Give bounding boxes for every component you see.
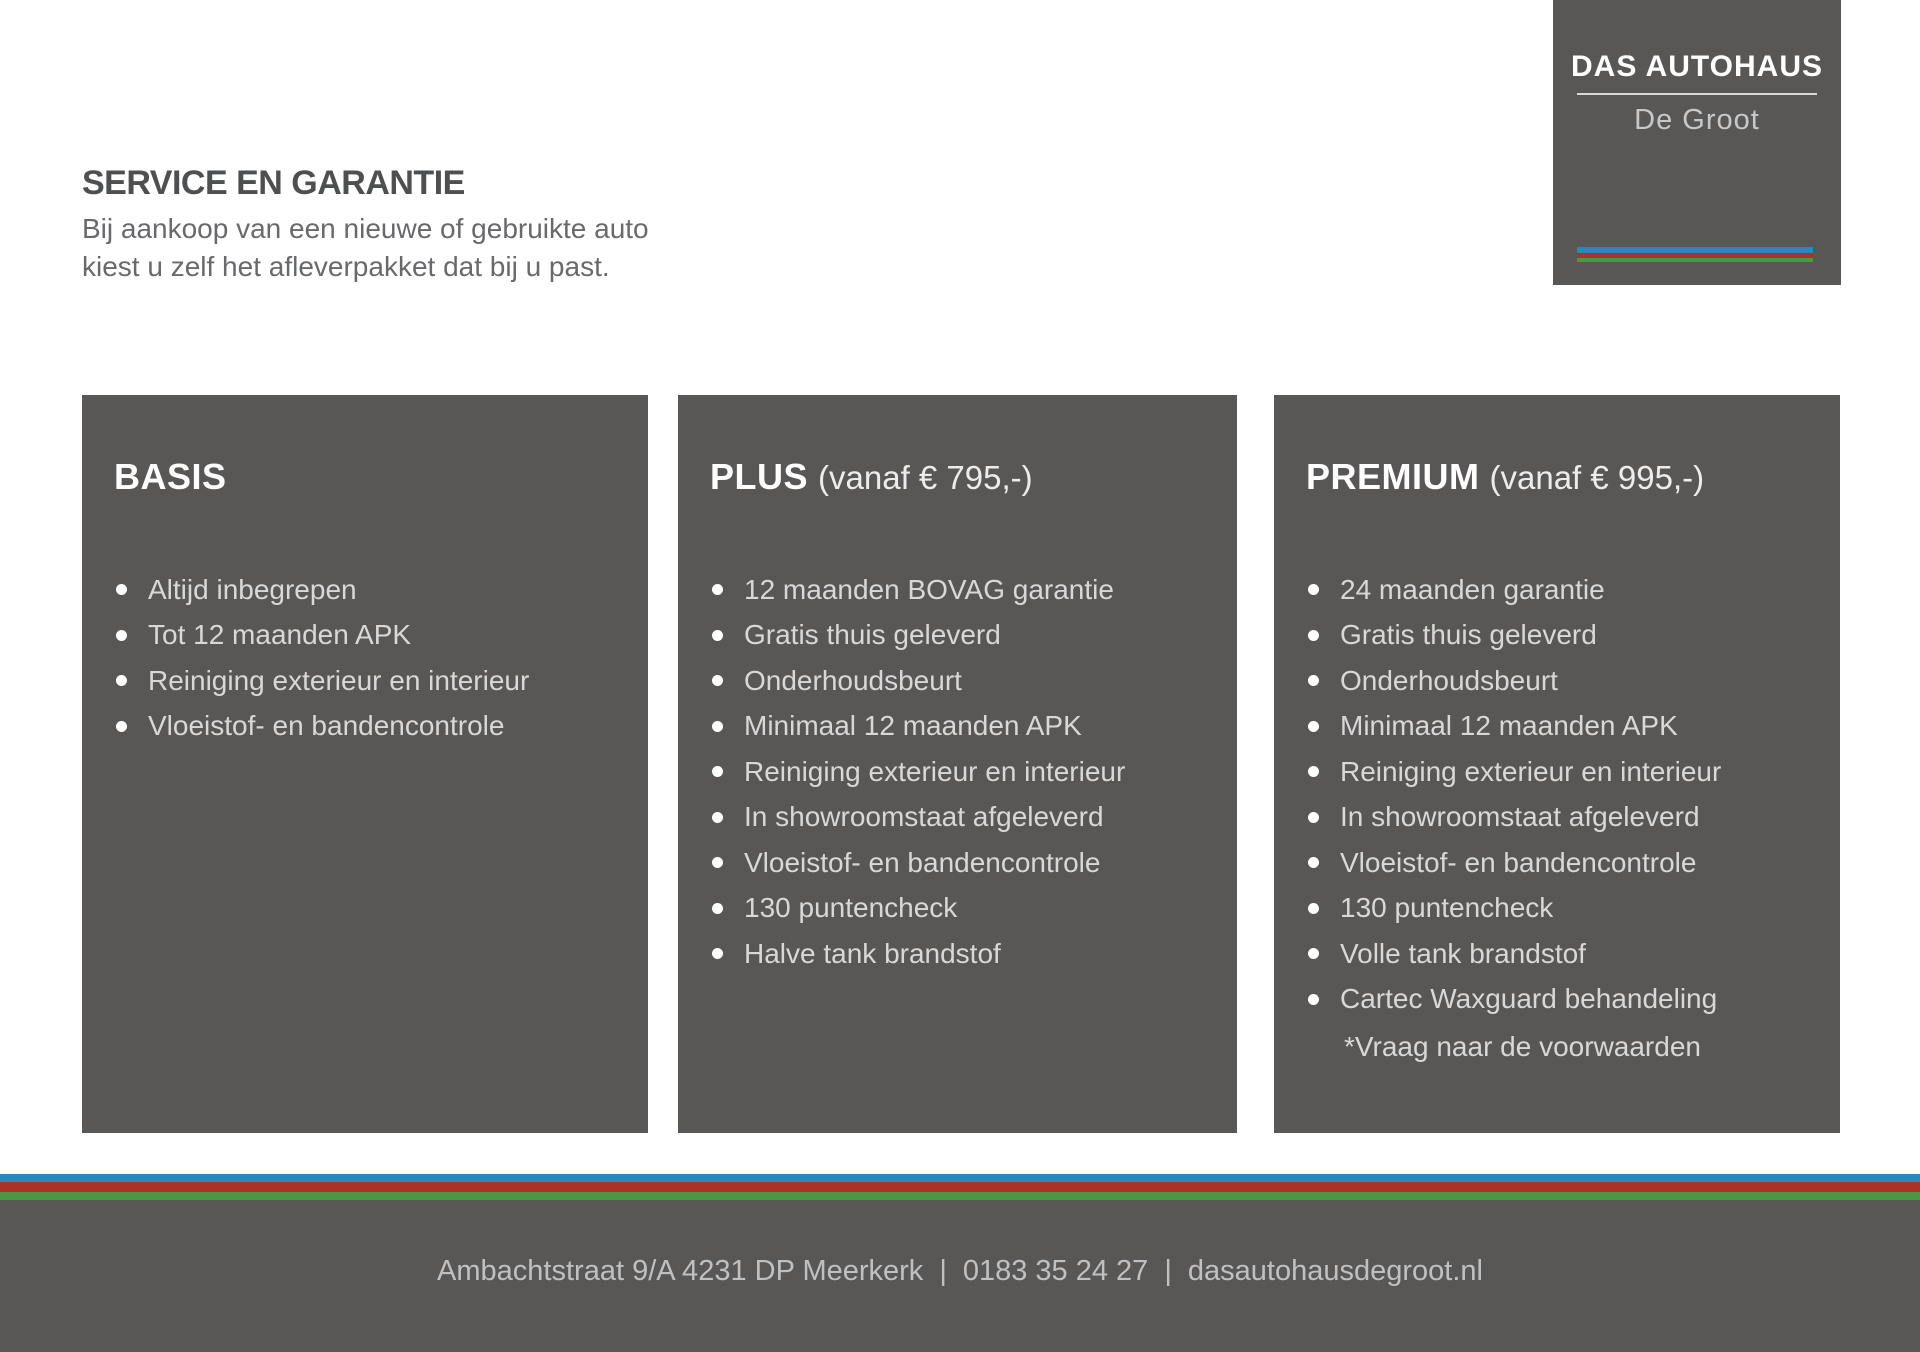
- list-item: [1308, 613, 1826, 659]
- list-item: [1308, 886, 1826, 932]
- list-item-label: Reiniging exterieur en interieur: [1340, 755, 1722, 787]
- list-item: [1308, 658, 1826, 704]
- bullet-icon: [712, 766, 723, 777]
- list-item-label: Minimaal 12 maanden APK: [1340, 710, 1678, 742]
- brand-name: DAS AUTOHAUS: [1570, 50, 1823, 83]
- list-item-label: Reiniging exterieur en interieur: [148, 664, 530, 696]
- list-item: [712, 567, 1223, 613]
- package-price: (vanaf € 795,-): [818, 459, 1033, 496]
- list-item: [1308, 704, 1826, 750]
- list-item-label: Cartec Waxguard behandeling: [1340, 983, 1718, 1015]
- bullet-icon: [116, 721, 127, 732]
- list-item: [1308, 567, 1826, 613]
- list-item: [712, 658, 1223, 704]
- bullet-icon: [1308, 903, 1319, 914]
- list-item-label: Onderhoudsbeurt: [744, 664, 962, 696]
- list-item-label: Gratis thuis geleverd: [1340, 619, 1597, 651]
- bullet-icon: [1308, 675, 1319, 686]
- bullet-icon: [712, 857, 723, 868]
- bullet-icon: [712, 721, 723, 732]
- package-feature-list: [1308, 567, 1826, 1022]
- brand-stripe-green-icon: [1577, 258, 1813, 262]
- list-item-label: Onderhoudsbeurt: [1340, 664, 1558, 696]
- footer-separator: |: [939, 1254, 947, 1287]
- list-item: [712, 749, 1223, 795]
- list-item: [116, 704, 634, 750]
- list-item: [712, 840, 1223, 886]
- brand-subname: De Groot: [1634, 104, 1760, 136]
- package-header: [114, 457, 638, 497]
- bullet-icon: [1308, 857, 1319, 868]
- package-footnote: *Vraag naar de voorwaarden: [1344, 1031, 1701, 1062]
- package-name: PLUS: [710, 456, 809, 497]
- footer-separator: |: [1164, 1254, 1172, 1287]
- bullet-icon: [1308, 812, 1319, 823]
- bullet-icon: [116, 675, 127, 686]
- bullet-icon: [1308, 630, 1319, 641]
- list-item-label: In showroomstaat afgeleverd: [1340, 801, 1700, 833]
- package-name: PREMIUM: [1306, 456, 1480, 497]
- bullet-icon: [712, 584, 723, 595]
- package-card-plus: [678, 395, 1237, 1133]
- list-item: [1308, 840, 1826, 886]
- package-card-premium: [1274, 395, 1840, 1133]
- list-item-label: 24 maanden garantie: [1340, 573, 1605, 605]
- list-item: [116, 567, 634, 613]
- footer-stripe-blue-icon: [0, 1174, 1920, 1182]
- list-item-label: Vloeistof- en bandencontrole: [744, 846, 1101, 878]
- list-item-label: Altijd inbegrepen: [148, 573, 357, 605]
- footer-bar: [0, 1200, 1920, 1352]
- package-name: BASIS: [114, 456, 227, 497]
- footer-contact-line: [437, 1255, 1483, 1288]
- bullet-icon: [712, 903, 723, 914]
- list-item-label: 130 puntencheck: [1340, 892, 1554, 924]
- list-item: [712, 931, 1223, 977]
- list-item-label: Tot 12 maanden APK: [148, 619, 412, 651]
- bullet-icon: [1308, 994, 1319, 1005]
- list-item-label: Reiniging exterieur en interieur: [744, 755, 1126, 787]
- package-card-basis: [82, 395, 648, 1133]
- bullet-icon: [1308, 766, 1319, 777]
- bullet-icon: [1308, 584, 1319, 595]
- footer-website: dasautohausdegroot.nl: [1187, 1254, 1483, 1287]
- footer-stripe-red-icon: [0, 1182, 1920, 1192]
- footer-phone: 0183 35 24 27: [962, 1254, 1149, 1287]
- list-item-label: In showroomstaat afgeleverd: [744, 801, 1104, 833]
- bullet-icon: [116, 584, 127, 595]
- list-item: [1308, 977, 1826, 1023]
- bullet-icon: [712, 630, 723, 641]
- list-item-label: Halve tank brandstof: [744, 937, 1001, 969]
- list-item: [116, 613, 634, 659]
- page-title: SERVICE EN GARANTIE: [82, 164, 465, 202]
- list-item: [712, 795, 1223, 841]
- bullet-icon: [1308, 948, 1319, 959]
- list-item-label: Vloeistof- en bandencontrole: [1340, 846, 1697, 878]
- package-price: (vanaf € 995,-): [1489, 459, 1705, 496]
- list-item: [116, 658, 634, 704]
- list-item: [712, 704, 1223, 750]
- package-header: [710, 457, 1227, 497]
- list-item-label: Gratis thuis geleverd: [744, 619, 1001, 651]
- bullet-icon: [116, 630, 127, 641]
- page-subtitle-line1: Bij aankoop van een nieuwe of gebruikte auto: [82, 213, 649, 244]
- list-item: [1308, 749, 1826, 795]
- brand-underline: [1577, 93, 1817, 95]
- package-feature-list: [116, 567, 634, 749]
- list-item-label: 12 maanden BOVAG garantie: [744, 573, 1114, 605]
- list-item-label: Volle tank brandstof: [1340, 937, 1586, 969]
- footer-stripes: [0, 1174, 1920, 1200]
- list-item: [712, 886, 1223, 932]
- list-item: [1308, 795, 1826, 841]
- page-subtitle: [82, 210, 649, 286]
- package-feature-list: [712, 567, 1223, 977]
- bullet-icon: [712, 675, 723, 686]
- bullet-icon: [712, 812, 723, 823]
- list-item-label: Vloeistof- en bandencontrole: [148, 710, 505, 742]
- bullet-icon: [1308, 721, 1319, 732]
- list-item-label: Minimaal 12 maanden APK: [744, 710, 1082, 742]
- list-item-label: 130 puntencheck: [744, 892, 958, 924]
- brand-stripes: [1577, 247, 1813, 262]
- footer-address: Ambachtstraat 9/A 4231 DP Meerkerk: [437, 1254, 924, 1287]
- package-header: [1306, 457, 1830, 497]
- page-subtitle-line2: kiest u zelf het afleverpakket dat bij u past.: [82, 251, 610, 282]
- brand-logo: [1553, 0, 1841, 285]
- list-item: [712, 613, 1223, 659]
- bullet-icon: [712, 948, 723, 959]
- list-item: [1308, 931, 1826, 977]
- footer-stripe-green-icon: [0, 1192, 1920, 1200]
